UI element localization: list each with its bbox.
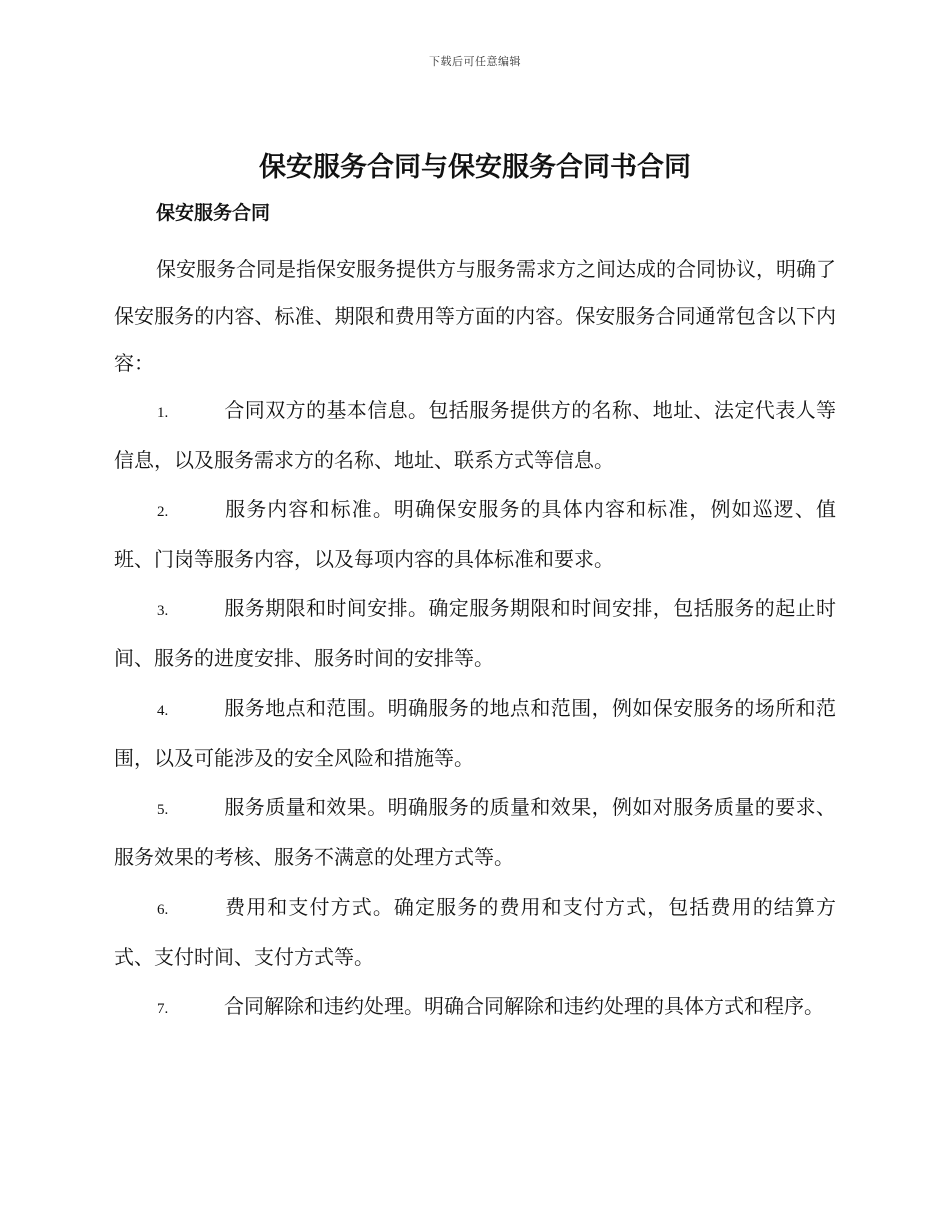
list-item-text: 服务期限和时间安排。确定服务期限和时间安排，包括服务的起止时间、服务的进度安排、服务时间的安排等。 <box>114 596 836 670</box>
list-item <box>114 685 836 782</box>
list-item-text: 费用和支付方式。确定服务的费用和支付方式，包括费用的结算方式、支付时间、支付方式等。 <box>114 895 836 969</box>
intro-paragraph: 保安服务合同是指保安服务提供方与服务需求方之间达成的合同协议，明确了保安服务的内容、标准、期限和费用等方面的内容。保安服务合同通常包含以下内容： <box>114 257 836 375</box>
list-item <box>114 784 836 881</box>
list-item-text: 服务内容和标准。明确保安服务的具体内容和标准，例如巡逻、值班、门岗等服务内容，以及每项内容的具体标准和要求。 <box>114 497 836 571</box>
list-item-number: 6. <box>157 902 169 918</box>
section-heading: 保安服务合同 <box>156 202 271 224</box>
list-item <box>114 585 836 682</box>
list-item-number: 1. <box>157 405 169 421</box>
list-item-text: 合同解除和违约处理。明确合同解除和违约处理的具体方式和程序。 <box>224 994 824 1018</box>
list-item-number: 3. <box>157 603 169 619</box>
list-item-number: 7. <box>157 1001 169 1017</box>
page-header-note: 下载后可任意编辑 <box>429 55 521 68</box>
list-item-text: 合同双方的基本信息。包括服务提供方的名称、地址、法定代表人等信息，以及服务需求方的名称、地址、联系方式等信息。 <box>114 398 836 472</box>
list-item <box>114 486 836 583</box>
list-item-text: 服务地点和范围。明确服务的地点和范围，例如保安服务的场所和范围，以及可能涉及的安全风险和措施等。 <box>114 696 836 770</box>
list-item-number: 4. <box>157 703 169 719</box>
list-item <box>114 884 836 981</box>
list-item-number: 5. <box>157 802 169 818</box>
list-item <box>114 387 836 484</box>
list-item <box>114 983 836 1033</box>
list-item-text: 服务质量和效果。明确服务的质量和效果，例如对服务质量的要求、服务效果的考核、服务不满意的处理方式等。 <box>114 795 836 869</box>
document-title: 保安服务合同与保安服务合同书合同 <box>259 152 691 183</box>
list-item-number: 2. <box>157 504 169 520</box>
